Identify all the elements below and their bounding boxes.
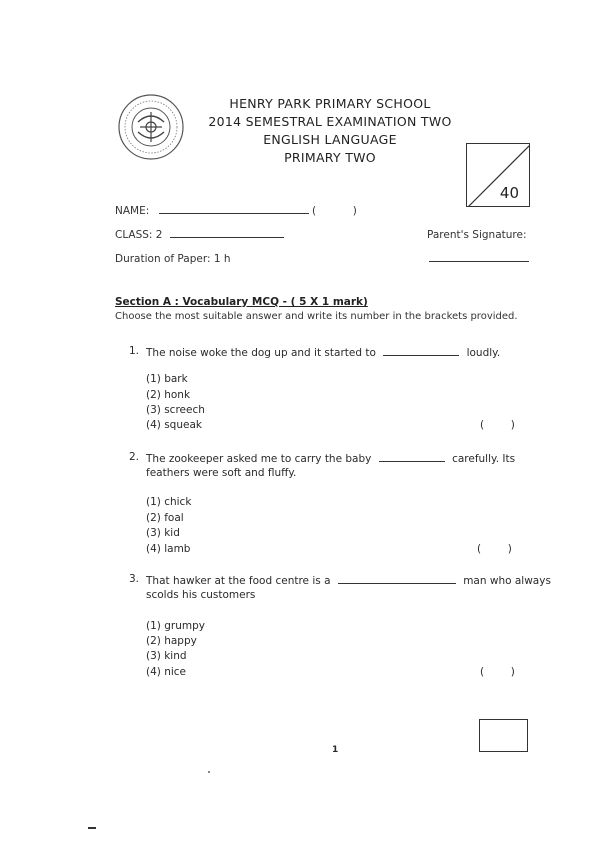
score-box-diagonal — [467, 144, 530, 207]
school-name: HENRY PARK PRIMARY SCHOOL — [229, 96, 431, 111]
answer-bracket[interactable]: ( ) — [480, 419, 515, 431]
name-label: NAME: — [115, 205, 150, 217]
subject-title: ENGLISH LANGUAGE — [263, 132, 397, 147]
question-text — [146, 451, 515, 465]
scan-speck — [208, 771, 210, 773]
question-text — [146, 345, 500, 359]
option: (2) foal — [146, 512, 184, 524]
question-text-after: carefully. Its — [452, 453, 516, 465]
question-text-after: loudly. — [466, 347, 501, 359]
level-title: PRIMARY TWO — [284, 150, 376, 165]
answer-bracket[interactable]: ( ) — [477, 543, 512, 555]
option: (3) kid — [146, 527, 180, 539]
option: (2) honk — [146, 389, 191, 401]
option: (4) nice — [146, 666, 187, 678]
school-crest-logo — [116, 92, 186, 162]
option: (3) kind — [146, 650, 187, 662]
page-number: 1 — [332, 745, 339, 755]
question-number: 2. — [129, 451, 140, 463]
question-number: 3. — [129, 573, 140, 585]
option: (1) grumpy — [146, 620, 205, 632]
name-bracket-open: ( — [311, 205, 317, 217]
question-text-before: The zookeeper asked me to carry the baby — [146, 453, 372, 465]
question-text-line2: feathers were soft and fluffy. — [146, 467, 297, 479]
question-text-before: The noise woke the dog up and it started to — [146, 347, 376, 359]
duration-text: Duration of Paper: 1 h — [115, 253, 231, 265]
total-score: 40 — [499, 184, 519, 202]
answer-blank — [338, 573, 456, 584]
class-field-row — [115, 229, 284, 241]
parent-signature-label: Parent's Signature: — [427, 229, 527, 241]
question-text-after: man who always — [463, 575, 551, 587]
section-a-title: Section A : Vocabulary MCQ - ( 5 X 1 mark) — [115, 296, 368, 308]
option: (3) screech — [146, 404, 205, 416]
answer-blank — [379, 451, 445, 462]
answer-blank — [383, 345, 459, 356]
exam-title: 2014 SEMESTRAL EXAMINATION TWO — [208, 114, 452, 129]
name-field-row — [115, 205, 357, 217]
option: (1) bark — [146, 373, 188, 385]
question-text-line2: scolds his customers — [146, 589, 256, 601]
name-input-line[interactable] — [159, 213, 309, 214]
score-box — [466, 143, 530, 207]
option: (4) squeak — [146, 419, 202, 431]
option: (4) lamb — [146, 543, 191, 555]
scan-mark — [88, 827, 96, 829]
question-text — [146, 573, 551, 587]
section-a-instruction: Choose the most suitable answer and write its number in the brackets provided. — [115, 311, 518, 322]
marks-box — [479, 719, 528, 752]
name-bracket-close: ) — [352, 205, 357, 217]
answer-bracket[interactable]: ( ) — [480, 666, 515, 678]
class-input-line[interactable] — [170, 237, 284, 238]
class-label: CLASS: 2 — [115, 229, 163, 241]
option: (2) happy — [146, 635, 197, 647]
parent-signature-line[interactable] — [429, 261, 529, 262]
question-number: 1. — [129, 345, 140, 357]
question-text-before: That hawker at the food centre is a — [146, 575, 331, 587]
option: (1) chick — [146, 496, 192, 508]
